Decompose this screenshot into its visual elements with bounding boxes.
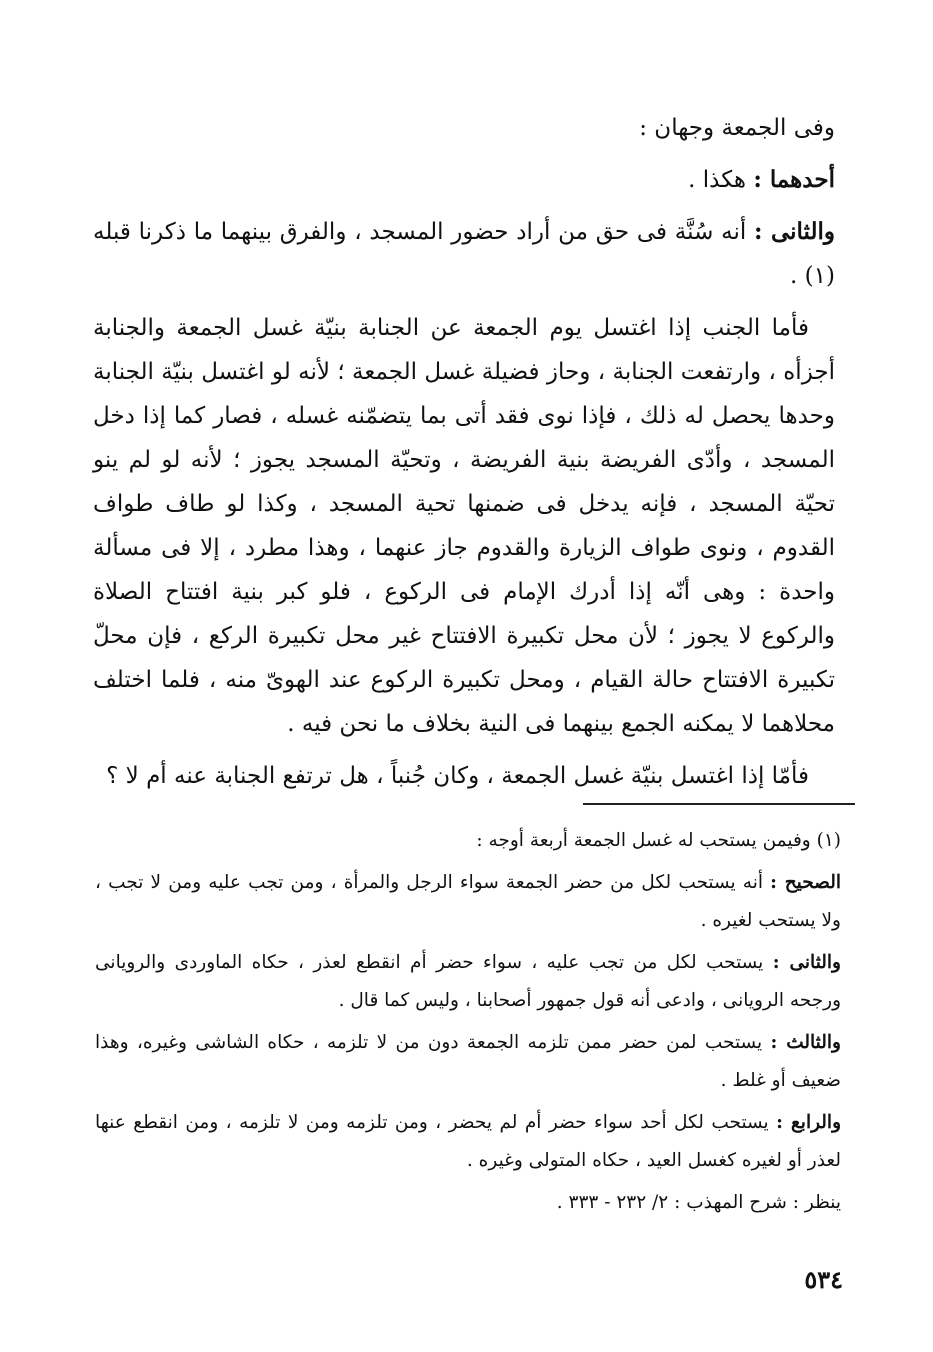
footnote-separator	[583, 803, 855, 805]
footnote-view-3	[95, 1024, 841, 1100]
first-view-label: أحدهما :	[753, 166, 835, 193]
paragraph-question: فأمّا إذا اغتسل بنيّة غسل الجمعة ، وكان جُنباً ، هل ترتفع الجنابة عنه أم لا ؟	[106, 763, 809, 789]
footnote-view-2-label: والثانى :	[772, 952, 841, 973]
second-view	[93, 210, 835, 298]
paragraph-junub: فأما الجنب إذا اغتسل يوم الجمعة عن الجنابة بنيّة غسل الجمعة والجنابة أجزأه ، وارتفعت الجنابة ، وحاز فضيلة غسل الجمعة ؛ لأنه لو اغتسل بنيّة الجنابة وحدها يحصل له ذلك ، فإذا نوى فقد أتى بما يتضمّنه غسله ، فصار كما إذا دخل المسجد ، وأدّى الفريضة بنية الفريضة ، وتحيّة المسجد يجوز ؛ لأنه لو لم ينو تحيّة المسجد ، فإنه يدخل فى ضمنها تحية المسجد ، وكذا لو طاف طواف القدوم ، ونوى طواف الزيارة والقدوم جاز عنهما ، وهذا مطرد ، إلا فى مسألة واحدة : وهى أنّه إذا أدرك الإمام فى الركوع ، فلو كبر بنية افتتاح الصلاة والركوع لا يجوز ؛ لأن محل تكبيرة الافتتاح غير محل تكبيرة الركع ، فإن محلّ تكبيرة الافتتاح حالة القيام ، ومحل تكبيرة الركوع عند الهوىّ منه ، فلما اختلف محلاهما لا يمكنه الجمع بينهما فى النية بخلاف ما نحن فيه .	[93, 315, 835, 737]
footnote-view-3-label: والثالث :	[770, 1032, 841, 1053]
footnote-source: ينظر : شرح المهذب : ٢/ ٢٣٢ - ٣٣٣ .	[556, 1192, 841, 1213]
footnote-view-4-label: والرابع :	[776, 1112, 842, 1133]
footnote-intro: (١) وفيمن يستحب له غسل الجمعة أربعة أوجه :	[476, 830, 841, 851]
first-view	[93, 158, 835, 202]
footnote-view-1	[95, 864, 841, 940]
footnote-view-4	[95, 1104, 841, 1180]
footnote-view-2	[95, 944, 841, 1020]
main-text	[93, 106, 835, 806]
footnotes	[95, 822, 841, 1226]
second-view-text: أنه سُنَّة فى حق من أراد حضور المسجد ، والفرق بينهما ما ذكرنا قبله (١) .	[93, 219, 835, 289]
footnote-view-2-text: يستحب لكل من تجب عليه ، سواء حضر أم انقطع لعذر ، حكاه الماوردى والرويانى ورجحه الرويانى ، وادعى أنه قول جمهور أصحابنا ، وليس كما قال .	[95, 952, 841, 1011]
footnote-view-4-text: يستحب لكل أحد سواء حضر أم لم يحضر ، ومن تلزمه ومن لا تلزمه ، ومن انقطع عنها لعذر أو لغيره كغسل العيد ، حكاه المتولى وغيره .	[95, 1112, 841, 1171]
first-view-text: هكذا .	[688, 167, 754, 193]
footnote-view-3-text: يستحب لمن حضر ممن تلزمه الجمعة دون من لا تلزمه ، حكاه الشاشى وغيره، وهذا ضعيف أو غلط .	[95, 1032, 841, 1091]
text-line-two-views: وفى الجمعة وجهان :	[639, 115, 835, 141]
page-number: ٥٣٤	[804, 1265, 843, 1294]
footnote-view-1-label: الصحيح :	[770, 872, 841, 893]
footnote-view-1-text: أنه يستحب لكل من حضر الجمعة سواء الرجل والمرأة ، ومن تجب عليه ومن لا تجب ، ولا يستحب لغيره .	[95, 872, 841, 931]
second-view-label: والثانى :	[754, 218, 835, 245]
